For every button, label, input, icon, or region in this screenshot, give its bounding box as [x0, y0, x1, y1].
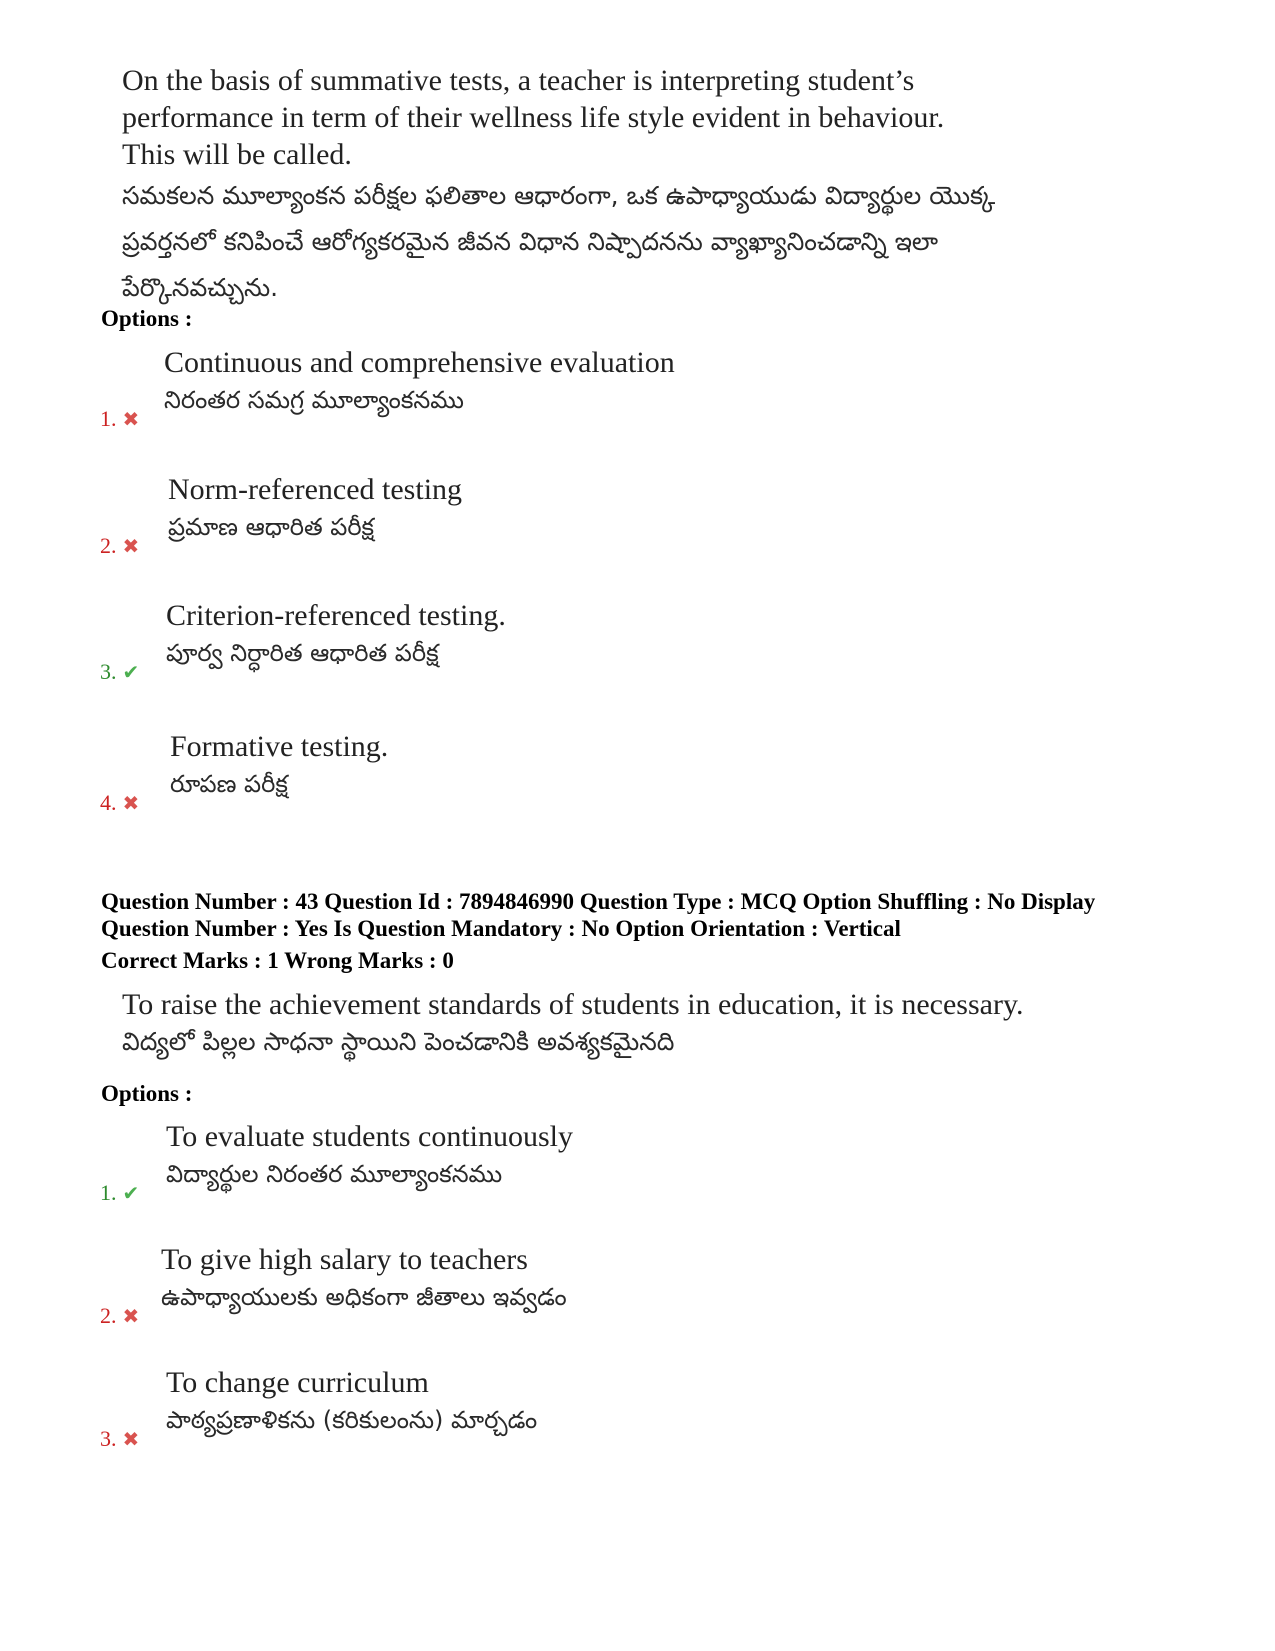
check-icon: ✔ — [122, 1181, 140, 1205]
question-text-te-line: సమకలన మూల్యాంకన పరీక్షల ఫలితాల ఆధారంగా, ఒక ఉపాధ్యాయుడు విద్యార్థుల యొక్క — [122, 181, 996, 210]
question-43-meta — [101, 888, 1201, 974]
option-text-te: విద్యార్థుల నిరంతర మూల్యాంకనము — [166, 1160, 503, 1188]
option-number: 2. ✖ — [100, 533, 140, 558]
option-1[interactable] — [100, 344, 1000, 444]
question-text-en-line: performance in term of their wellness life style evident in behaviour. — [122, 101, 945, 134]
question-text-en-line: To raise the achievement standards of students in education, it is necessary. — [122, 988, 1024, 1021]
option-text-en: To change curriculum — [166, 1366, 429, 1399]
option-number: 2. ✖ — [100, 1303, 140, 1328]
check-icon: ✔ — [122, 660, 140, 684]
options-label: Options : — [101, 306, 193, 331]
option-text-en: Formative testing. — [170, 730, 389, 763]
option-text-en: Continuous and comprehensive evaluation — [164, 346, 675, 379]
option-4[interactable] — [100, 728, 1000, 828]
option-3[interactable] — [100, 597, 1000, 697]
option-text-te: నిరంతర సమగ్ర మూల్యాంకనము — [164, 386, 464, 414]
question-text-en-line: This will be called. — [122, 138, 352, 171]
option-number: 1. ✔ — [100, 1180, 140, 1205]
question-text-te-line: ప్రవర్తనలో కనిపించే ఆరోగ్యకరమైన జీవన విధాన నిష్పాదనను వ్యాఖ్యానించడాన్ని ఇలా — [122, 227, 939, 256]
option-number: 4. ✖ — [100, 790, 140, 815]
option-text-en: Norm-referenced testing — [168, 473, 463, 506]
option-2[interactable] — [100, 471, 1000, 571]
options-label: Options : — [101, 1081, 193, 1106]
option-text-te: ఉపాధ్యాయులకు అధికంగా జీతాలు ఇవ్వడం — [161, 1283, 567, 1311]
option-number: 3. ✔ — [100, 659, 140, 684]
option-text-te: పూర్వ నిర్ధారిత ఆధారిత పరీక్ష — [166, 639, 439, 667]
question-text-en-line: On the basis of summative tests, a teacher is interpreting student’s — [122, 64, 915, 97]
question-43-text — [122, 986, 1122, 1061]
cross-icon: ✖ — [122, 1427, 140, 1451]
question-42-text — [122, 62, 1122, 311]
cross-icon: ✖ — [122, 407, 140, 431]
option-text-te: పాఠ్యప్రణాళికను (కరికులంను) మార్చడం — [166, 1406, 538, 1434]
meta-line: Question Number : 43 Question Id : 7894846990 Question Type : MCQ Option Shuffling : No Display — [101, 889, 1096, 914]
option-text-te: రూపణ పరీక్ష — [170, 770, 288, 798]
option-text-en: Criterion-referenced testing. — [166, 599, 506, 632]
option-number: 1. ✖ — [100, 406, 140, 431]
option-text-en: To give high salary to teachers — [161, 1243, 528, 1276]
option-1[interactable] — [100, 1118, 1000, 1218]
meta-line: Question Number : Yes Is Question Mandatory : No Option Orientation : Vertical — [101, 916, 901, 941]
option-3[interactable] — [100, 1364, 1000, 1464]
option-text-te: ప్రమాణ ఆధారిత పరీక్ష — [168, 513, 375, 541]
option-2[interactable] — [100, 1241, 1000, 1341]
cross-icon: ✖ — [122, 791, 140, 815]
question-text-te-line: పేర్కొనవచ్చును. — [122, 273, 279, 302]
option-text-en: To evaluate students continuously — [166, 1120, 573, 1153]
question-text-te-line: విద్యలో పిల్లల సాధనా స్థాయిని పెంచడానికి అవశ్యకమైనది — [122, 1027, 675, 1056]
option-number: 3. ✖ — [100, 1426, 140, 1451]
cross-icon: ✖ — [122, 534, 140, 558]
meta-line: Correct Marks : 1 Wrong Marks : 0 — [101, 948, 454, 973]
cross-icon: ✖ — [122, 1304, 140, 1328]
